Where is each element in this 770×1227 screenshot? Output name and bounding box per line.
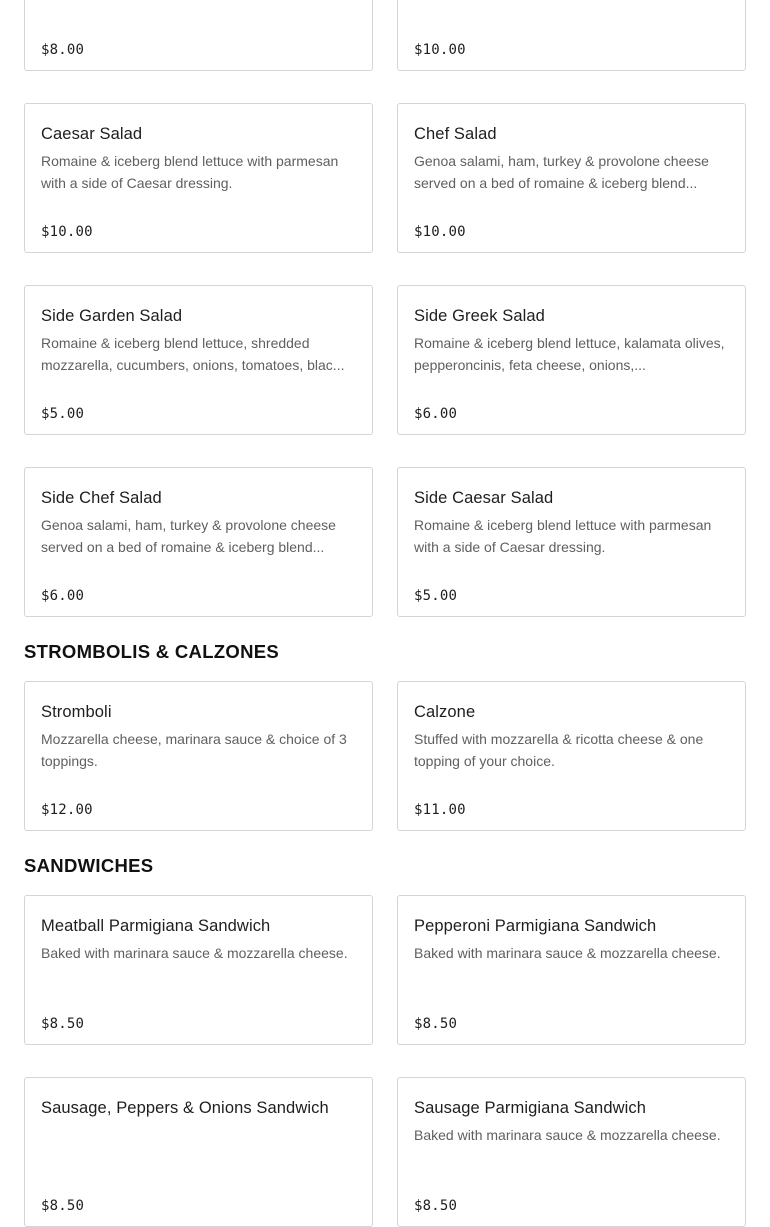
item-description <box>41 1124 356 1168</box>
menu-item-caesar-salad[interactable] <box>24 103 373 253</box>
item-price: $5.00 <box>414 588 458 604</box>
item-name: Pepperoni Parmigiana Sandwich <box>414 917 657 935</box>
item-description: Romaine & iceberg blend lettuce with parmesan with a side of Caesar dressing. <box>41 153 339 191</box>
menu-item-sausage-peppers-onions-sandwich[interactable] <box>24 1077 373 1227</box>
item-name: Sausage Parmigiana Sandwich <box>414 1099 647 1117</box>
item-price: $5.00 <box>41 406 85 422</box>
menu-item-side-greek-salad[interactable] <box>397 285 746 435</box>
section-title-strombolis-calzones: STROMBOLIS & CALZONES <box>24 641 280 662</box>
item-description: Stuffed with mozzarella & ricotta cheese & one topping of your choice. <box>414 731 704 769</box>
menu-item-side-garden-salad[interactable] <box>24 285 373 435</box>
item-description <box>41 0 356 12</box>
menu-item-side-caesar-salad[interactable] <box>397 467 746 617</box>
item-price: $8.50 <box>41 1016 85 1032</box>
item-name: Side Garden Salad <box>41 307 183 325</box>
menu-item-meatball-parmigiana-sandwich[interactable] <box>24 895 373 1045</box>
item-description: Baked with marinara sauce & mozzarella cheese. <box>41 945 348 961</box>
item-price: $10.00 <box>41 224 93 240</box>
item-description: Romaine & iceberg blend lettuce, shredded mozzarella, cucumbers, onions, tomatoes, blac... <box>41 335 345 373</box>
item-price: $8.50 <box>414 1198 458 1214</box>
item-name: Side Greek Salad <box>414 307 545 325</box>
item-description: Mozzarella cheese, marinara sauce & choice of 3 toppings. <box>41 731 347 769</box>
menu-item-calzone[interactable] <box>397 681 746 831</box>
menu-item-card[interactable] <box>397 0 746 71</box>
item-price: $11.00 <box>414 802 466 818</box>
menu-item-card[interactable] <box>24 0 373 71</box>
item-price: $10.00 <box>414 42 466 58</box>
item-price: $8.50 <box>414 1016 458 1032</box>
item-name: Sausage, Peppers & Onions Sandwich <box>41 1099 329 1117</box>
menu-item-chef-salad[interactable] <box>397 103 746 253</box>
item-price: $8.50 <box>41 1198 85 1214</box>
item-description: Romaine & iceberg blend lettuce, kalamata olives, pepperoncinis, feta cheese, onions,... <box>414 335 725 373</box>
menu-item-sausage-parmigiana-sandwich[interactable] <box>397 1077 746 1227</box>
item-price: $12.00 <box>41 802 93 818</box>
item-price: $10.00 <box>414 224 466 240</box>
item-description: Baked with marinara sauce & mozzarella cheese. <box>414 1127 721 1143</box>
item-name: Meatball Parmigiana Sandwich <box>41 917 271 935</box>
item-price: $6.00 <box>41 588 85 604</box>
menu-item-stromboli[interactable] <box>24 681 373 831</box>
item-description: Genoa salami, ham, turkey & provolone cheese served on a bed of romaine & iceberg blend... <box>41 517 336 555</box>
item-description <box>414 0 729 12</box>
item-name: Chef Salad <box>414 125 497 143</box>
item-description: Romaine & iceberg blend lettuce with parmesan with a side of Caesar dressing. <box>414 517 712 555</box>
item-name: Calzone <box>414 703 476 721</box>
item-name: Side Caesar Salad <box>414 489 554 507</box>
section-title-sandwiches: SANDWICHES <box>24 855 154 876</box>
item-price: $6.00 <box>414 406 458 422</box>
menu-item-pepperoni-parmigiana-sandwich[interactable] <box>397 895 746 1045</box>
item-description: Genoa salami, ham, turkey & provolone cheese served on a bed of romaine & iceberg blend... <box>414 153 709 191</box>
item-name: Stromboli <box>41 703 112 721</box>
menu-item-side-chef-salad[interactable] <box>24 467 373 617</box>
item-name: Caesar Salad <box>41 125 143 143</box>
item-price: $8.00 <box>41 42 85 58</box>
item-description: Baked with marinara sauce & mozzarella cheese. <box>414 945 721 961</box>
item-name: Side Chef Salad <box>41 489 162 507</box>
